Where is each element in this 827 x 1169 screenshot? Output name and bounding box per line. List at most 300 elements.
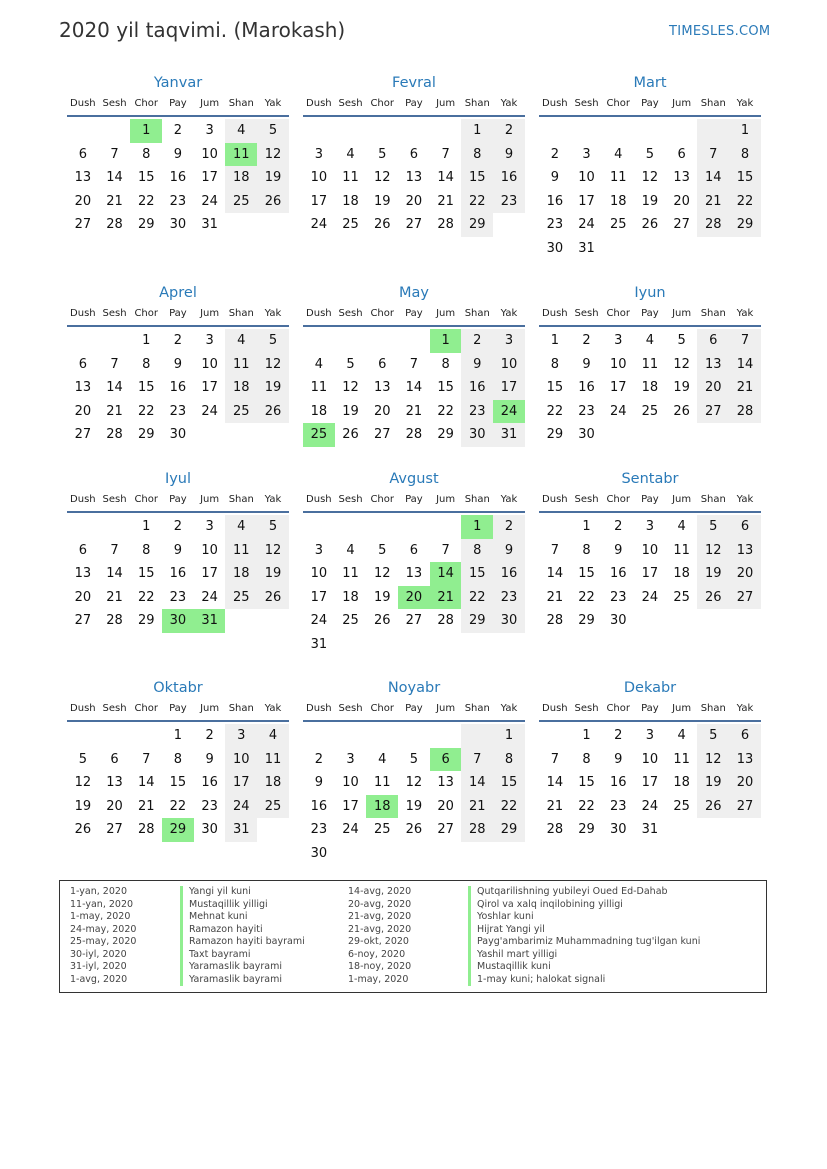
weekday-label: Chor [606,308,630,319]
day-cell: 13 [729,748,761,772]
weekday-label: Pay [405,308,423,319]
day-cell: 18 [342,193,359,209]
day-cell: 8 [582,751,591,767]
day-cell: 6 [78,356,87,372]
day-cell: 8 [461,539,493,563]
day-cell: 11 [641,356,659,372]
day-cell: 12 [373,566,391,581]
day-cell: 10 [310,566,328,581]
day-cell: 20 [106,798,123,814]
day-cell: 27 [697,400,729,424]
day-cell: 28 [546,822,564,837]
weekday-header [67,492,289,507]
weekday-header [539,492,761,507]
day-cell: 29 [137,613,155,628]
day-cell: 15 [137,170,155,185]
empty-cell [571,119,603,143]
day-cell: 10 [201,356,218,372]
day-cell: 24 [342,822,359,837]
month-name: Sentabr [621,471,679,487]
day-cell: 21 [546,798,564,814]
day-cell: 23 [546,217,564,232]
weekday-label: Sesh [102,308,127,319]
day-cell: 27 [437,822,454,837]
day-cell: 23 [310,822,328,837]
legend-holiday-name: Yoshlar kuni [468,911,700,924]
month-name: Oktabr [153,680,203,696]
day-cell: 7 [729,329,761,353]
empty-cell [67,515,99,539]
day-cell: 25 [342,217,359,232]
day-cell: 4 [677,519,686,534]
holiday-day-cell: 1 [130,119,162,143]
day-cell: 15 [437,380,454,395]
weekday-label: Sesh [102,98,127,109]
weekday-label: Shan [700,308,726,319]
weekday-label: Yak [500,703,518,714]
month-name: Fevral [392,75,436,91]
weekday-header [67,701,289,716]
day-cell: 8 [729,143,761,167]
day-cell: 6 [409,146,419,162]
day-cell: 24 [641,589,659,605]
day-cell: 3 [346,751,355,767]
day-cell: 6 [677,146,686,162]
legend-holiday-name: Mustaqillik yilligi [180,899,305,912]
day-cell: 11 [342,170,359,185]
day-cell: 1 [582,728,591,743]
month-mart [539,74,761,260]
day-cell: 1 [729,119,761,143]
day-cell: 28 [437,613,454,628]
day-cell: 20 [697,376,729,400]
day-cell: 20 [74,403,92,419]
holiday-day-cell: 29 [162,818,194,842]
empty-cell [666,119,698,143]
day-cell: 2 [493,515,525,539]
day-cell: 22 [169,798,187,814]
holiday-day-cell: 6 [430,748,462,772]
weekday-label: Yak [264,494,282,505]
weekday-label: Shan [700,703,726,714]
weekday-label: Dush [306,308,332,319]
weekday-label: Pay [641,703,659,714]
weekday-label: Sesh [338,494,363,505]
day-cell: 11 [257,748,289,772]
day-cell: 1 [142,333,151,348]
weekday-label: Dush [306,494,332,505]
empty-cell [539,724,571,748]
weekday-label: Shan [700,494,726,505]
day-cell: 24 [201,193,218,209]
holiday-day-cell: 1 [430,329,462,353]
day-cell: 5 [257,119,289,143]
month-sentabr [539,470,761,633]
legend-date: 21-avg, 2020 [348,911,412,922]
day-cell: 18 [310,403,328,419]
empty-cell [398,119,430,143]
day-cell: 16 [493,562,525,586]
day-cell: 1 [493,724,525,748]
weekday-label: Sesh [338,703,363,714]
day-cell: 30 [169,427,187,442]
day-cell: 6 [110,751,119,767]
day-cell: 22 [137,403,155,419]
empty-cell [398,724,430,748]
weekday-label: Sesh [574,494,599,505]
day-cell: 1 [582,519,591,534]
weekday-header [303,701,525,716]
day-cell: 4 [614,146,623,162]
day-cell: 13 [673,170,690,185]
day-cell: 27 [405,613,423,628]
day-cell: 27 [74,217,92,232]
empty-cell [130,724,162,748]
day-cell: 3 [645,728,655,743]
day-cell: 15 [578,775,595,790]
day-cell: 2 [173,333,183,348]
empty-cell [539,515,571,539]
day-cell: 12 [697,748,729,772]
header-rule [303,511,525,513]
header-rule [539,115,761,117]
weekday-label: Chor [606,98,630,109]
day-cell: 8 [550,356,559,372]
day-cell: 29 [729,213,761,237]
day-grid [67,329,289,447]
weekday-header [303,492,525,507]
month-dekabr [539,679,761,842]
page-title: 2020 yil taqvimi. (Marokash) [59,18,346,42]
weekday-label: Yak [500,98,518,109]
legend-date: 1-yan, 2020 [70,886,127,897]
day-cell: 14 [106,170,123,185]
empty-cell [602,119,634,143]
weekday-label: Dush [306,703,332,714]
day-cell: 13 [74,566,92,581]
day-cell: 19 [697,771,729,795]
holiday-day-cell: 11 [225,143,257,167]
day-cell: 18 [673,566,690,581]
day-cell: 19 [257,166,289,190]
day-cell: 3 [225,724,257,748]
weekday-label: Shan [464,494,490,505]
legend-holiday-name: Hijrat Yangi yil [468,924,700,937]
header-rule [303,720,525,722]
legend-date: 11-yan, 2020 [70,898,134,910]
day-cell: 23 [609,589,627,605]
weekday-label: Sesh [338,308,363,319]
empty-cell [398,329,430,353]
day-cell: 12 [373,170,391,185]
legend-date: 20-avg, 2020 [348,898,412,910]
day-cell: 10 [225,748,257,772]
day-cell: 22 [461,190,493,214]
day-grid [539,724,761,842]
day-cell: 9 [314,775,323,790]
day-cell: 10 [609,356,627,372]
day-cell: 3 [205,123,214,138]
day-cell: 15 [461,562,493,586]
weekday-label: Chor [370,703,394,714]
legend-holiday-name: Ramazon hayiti [180,924,305,937]
day-cell: 22 [729,190,761,214]
weekday-label: Pay [405,494,423,505]
header-rule [67,325,289,327]
day-cell: 15 [578,566,595,581]
weekday-label: Jum [672,494,692,505]
day-cell: 1 [142,519,151,534]
weekday-label: Jum [436,494,456,505]
weekday-label: Sesh [102,494,127,505]
day-cell: 8 [173,751,183,767]
day-cell: 7 [461,748,493,772]
day-cell: 26 [257,190,289,214]
day-cell: 19 [673,380,690,395]
weekday-label: Pay [641,494,659,505]
day-cell: 16 [546,193,564,209]
day-cell: 2 [205,728,214,743]
weekday-label: Jum [200,98,220,109]
day-grid [67,119,289,237]
day-cell: 8 [461,143,493,167]
day-cell: 26 [74,822,92,837]
day-cell: 11 [609,170,627,185]
day-cell: 9 [493,143,525,167]
day-cell: 4 [225,329,257,353]
day-cell: 20 [74,193,92,209]
holiday-legend [59,880,767,993]
day-cell: 15 [461,166,493,190]
empty-cell [366,724,398,748]
day-cell: 7 [697,143,729,167]
day-cell: 16 [201,775,218,790]
legend-dates-2 [348,886,411,986]
weekday-label: Pay [169,308,187,319]
day-cell: 19 [74,798,92,814]
day-cell: 21 [729,376,761,400]
day-cell: 25 [225,586,257,610]
day-cell: 8 [142,356,151,372]
legend-date: 29-okt, 2020 [348,936,409,947]
day-cell: 13 [373,380,391,395]
legend-holiday-name: Payg'ambarimiz Muhammadning tug'ilgan kuni [468,936,700,949]
day-cell: 25 [641,403,659,419]
day-cell: 17 [609,380,627,395]
weekday-label: Pay [405,98,423,109]
day-cell: 21 [106,403,123,419]
day-cell: 12 [257,353,289,377]
day-cell: 28 [137,822,155,837]
day-cell: 22 [137,193,155,209]
empty-cell [366,515,398,539]
day-cell: 26 [673,403,690,419]
legend-date: 18-noy, 2020 [348,961,412,972]
day-cell: 17 [493,376,525,400]
day-cell: 24 [310,217,328,232]
empty-cell [99,329,131,353]
day-cell: 31 [493,423,525,447]
day-cell: 1 [173,728,183,743]
weekday-label: Dush [306,98,332,109]
day-cell: 2 [582,333,591,348]
day-cell: 6 [378,356,387,372]
month-name: Yanvar [153,75,203,91]
weekday-label: Shan [464,98,490,109]
day-grid [303,329,525,447]
legend-holiday-name: Mehnat kuni [180,911,305,924]
weekday-label: Shan [228,308,254,319]
empty-cell [634,119,666,143]
day-grid [67,724,289,842]
day-cell: 5 [378,542,387,558]
day-cell: 29 [137,217,155,232]
day-cell: 14 [106,380,123,395]
day-cell: 17 [310,589,328,605]
day-cell: 5 [409,751,419,767]
day-cell: 13 [437,775,454,790]
day-cell: 21 [405,403,423,419]
brand-link[interactable]: TIMESLES.COM [669,24,771,39]
day-cell: 7 [110,356,119,372]
day-cell: 27 [673,217,690,232]
legend-holiday-name: Yaramaslik bayrami [180,974,305,987]
day-cell: 9 [205,751,214,767]
holiday-day-cell: 1 [461,515,493,539]
day-cell: 18 [673,775,690,790]
day-cell: 2 [614,519,623,534]
day-cell: 26 [342,427,359,442]
day-cell: 3 [205,333,214,348]
day-cell: 29 [437,427,454,442]
legend-holiday-name: Mustaqillik kuni [468,961,700,974]
day-cell: 30 [609,822,627,837]
day-cell: 4 [225,515,257,539]
day-cell: 18 [609,193,627,209]
month-aprel [67,284,289,447]
day-cell: 31 [310,636,328,652]
day-cell: 21 [697,190,729,214]
day-cell: 11 [225,539,257,563]
day-cell: 17 [342,798,359,814]
day-cell: 20 [74,589,92,605]
day-cell: 23 [169,403,187,419]
holiday-day-cell: 30 [162,609,194,633]
day-cell: 18 [225,166,257,190]
day-cell: 8 [582,542,591,558]
weekday-label: Dush [70,703,96,714]
empty-cell [67,724,99,748]
day-cell: 12 [673,356,690,372]
day-cell: 9 [550,170,559,185]
day-cell: 9 [173,146,183,162]
empty-cell [398,515,430,539]
weekday-label: Yak [264,308,282,319]
day-cell: 16 [169,566,187,581]
day-cell: 11 [673,542,690,558]
legend-names-1 [180,886,305,986]
day-cell: 4 [677,728,686,743]
day-cell: 19 [373,589,391,605]
day-cell: 10 [641,542,659,558]
day-cell: 17 [201,380,218,395]
day-cell: 29 [461,213,493,237]
day-cell: 13 [405,566,423,581]
weekday-label: Shan [700,98,726,109]
empty-cell [430,724,462,748]
day-cell: 27 [106,822,123,837]
day-cell: 12 [342,380,359,395]
empty-cell [303,515,335,539]
day-cell: 16 [169,170,187,185]
day-cell: 6 [409,542,419,558]
weekday-label: Jum [672,308,692,319]
month-iyul [67,470,289,633]
weekday-label: Pay [641,98,659,109]
day-cell: 15 [493,771,525,795]
header-rule [539,720,761,722]
day-cell: 21 [106,193,123,209]
empty-cell [461,724,493,748]
day-grid [303,724,525,865]
day-cell: 25 [609,217,627,232]
legend-date: 1-avg, 2020 [70,973,128,985]
day-cell: 25 [673,589,690,605]
weekday-label: Yak [736,308,754,319]
day-cell: 4 [378,751,387,767]
day-cell: 9 [582,356,591,372]
day-cell: 2 [173,123,183,138]
day-cell: 14 [546,775,564,790]
day-cell: 25 [342,613,359,628]
empty-cell [430,119,462,143]
header-rule [303,325,525,327]
weekday-label: Jum [672,703,692,714]
empty-cell [67,329,99,353]
day-cell: 18 [342,589,359,605]
day-cell: 24 [310,613,328,628]
day-cell: 14 [729,353,761,377]
day-cell: 26 [373,613,391,628]
day-cell: 14 [405,380,423,395]
day-cell: 11 [342,566,359,581]
month-name: Noyabr [387,680,441,696]
day-cell: 14 [137,775,155,790]
day-cell: 9 [461,353,493,377]
day-cell: 13 [106,775,123,790]
day-cell: 29 [137,427,155,442]
day-grid [303,119,525,237]
weekday-label: Jum [436,703,456,714]
day-cell: 6 [78,146,87,162]
weekday-header [67,96,289,111]
day-cell: 3 [314,542,323,558]
weekday-label: Chor [606,703,630,714]
day-cell: 20 [729,562,761,586]
day-cell: 10 [641,751,659,767]
weekday-label: Yak [500,494,518,505]
empty-cell [430,515,462,539]
weekday-header [303,96,525,111]
day-cell: 31 [225,818,257,842]
day-cell: 20 [373,403,391,419]
day-cell: 4 [257,724,289,748]
day-cell: 17 [641,566,659,581]
header-rule [67,720,289,722]
day-cell: 30 [578,427,595,442]
day-cell: 4 [225,119,257,143]
day-cell: 16 [609,566,627,581]
